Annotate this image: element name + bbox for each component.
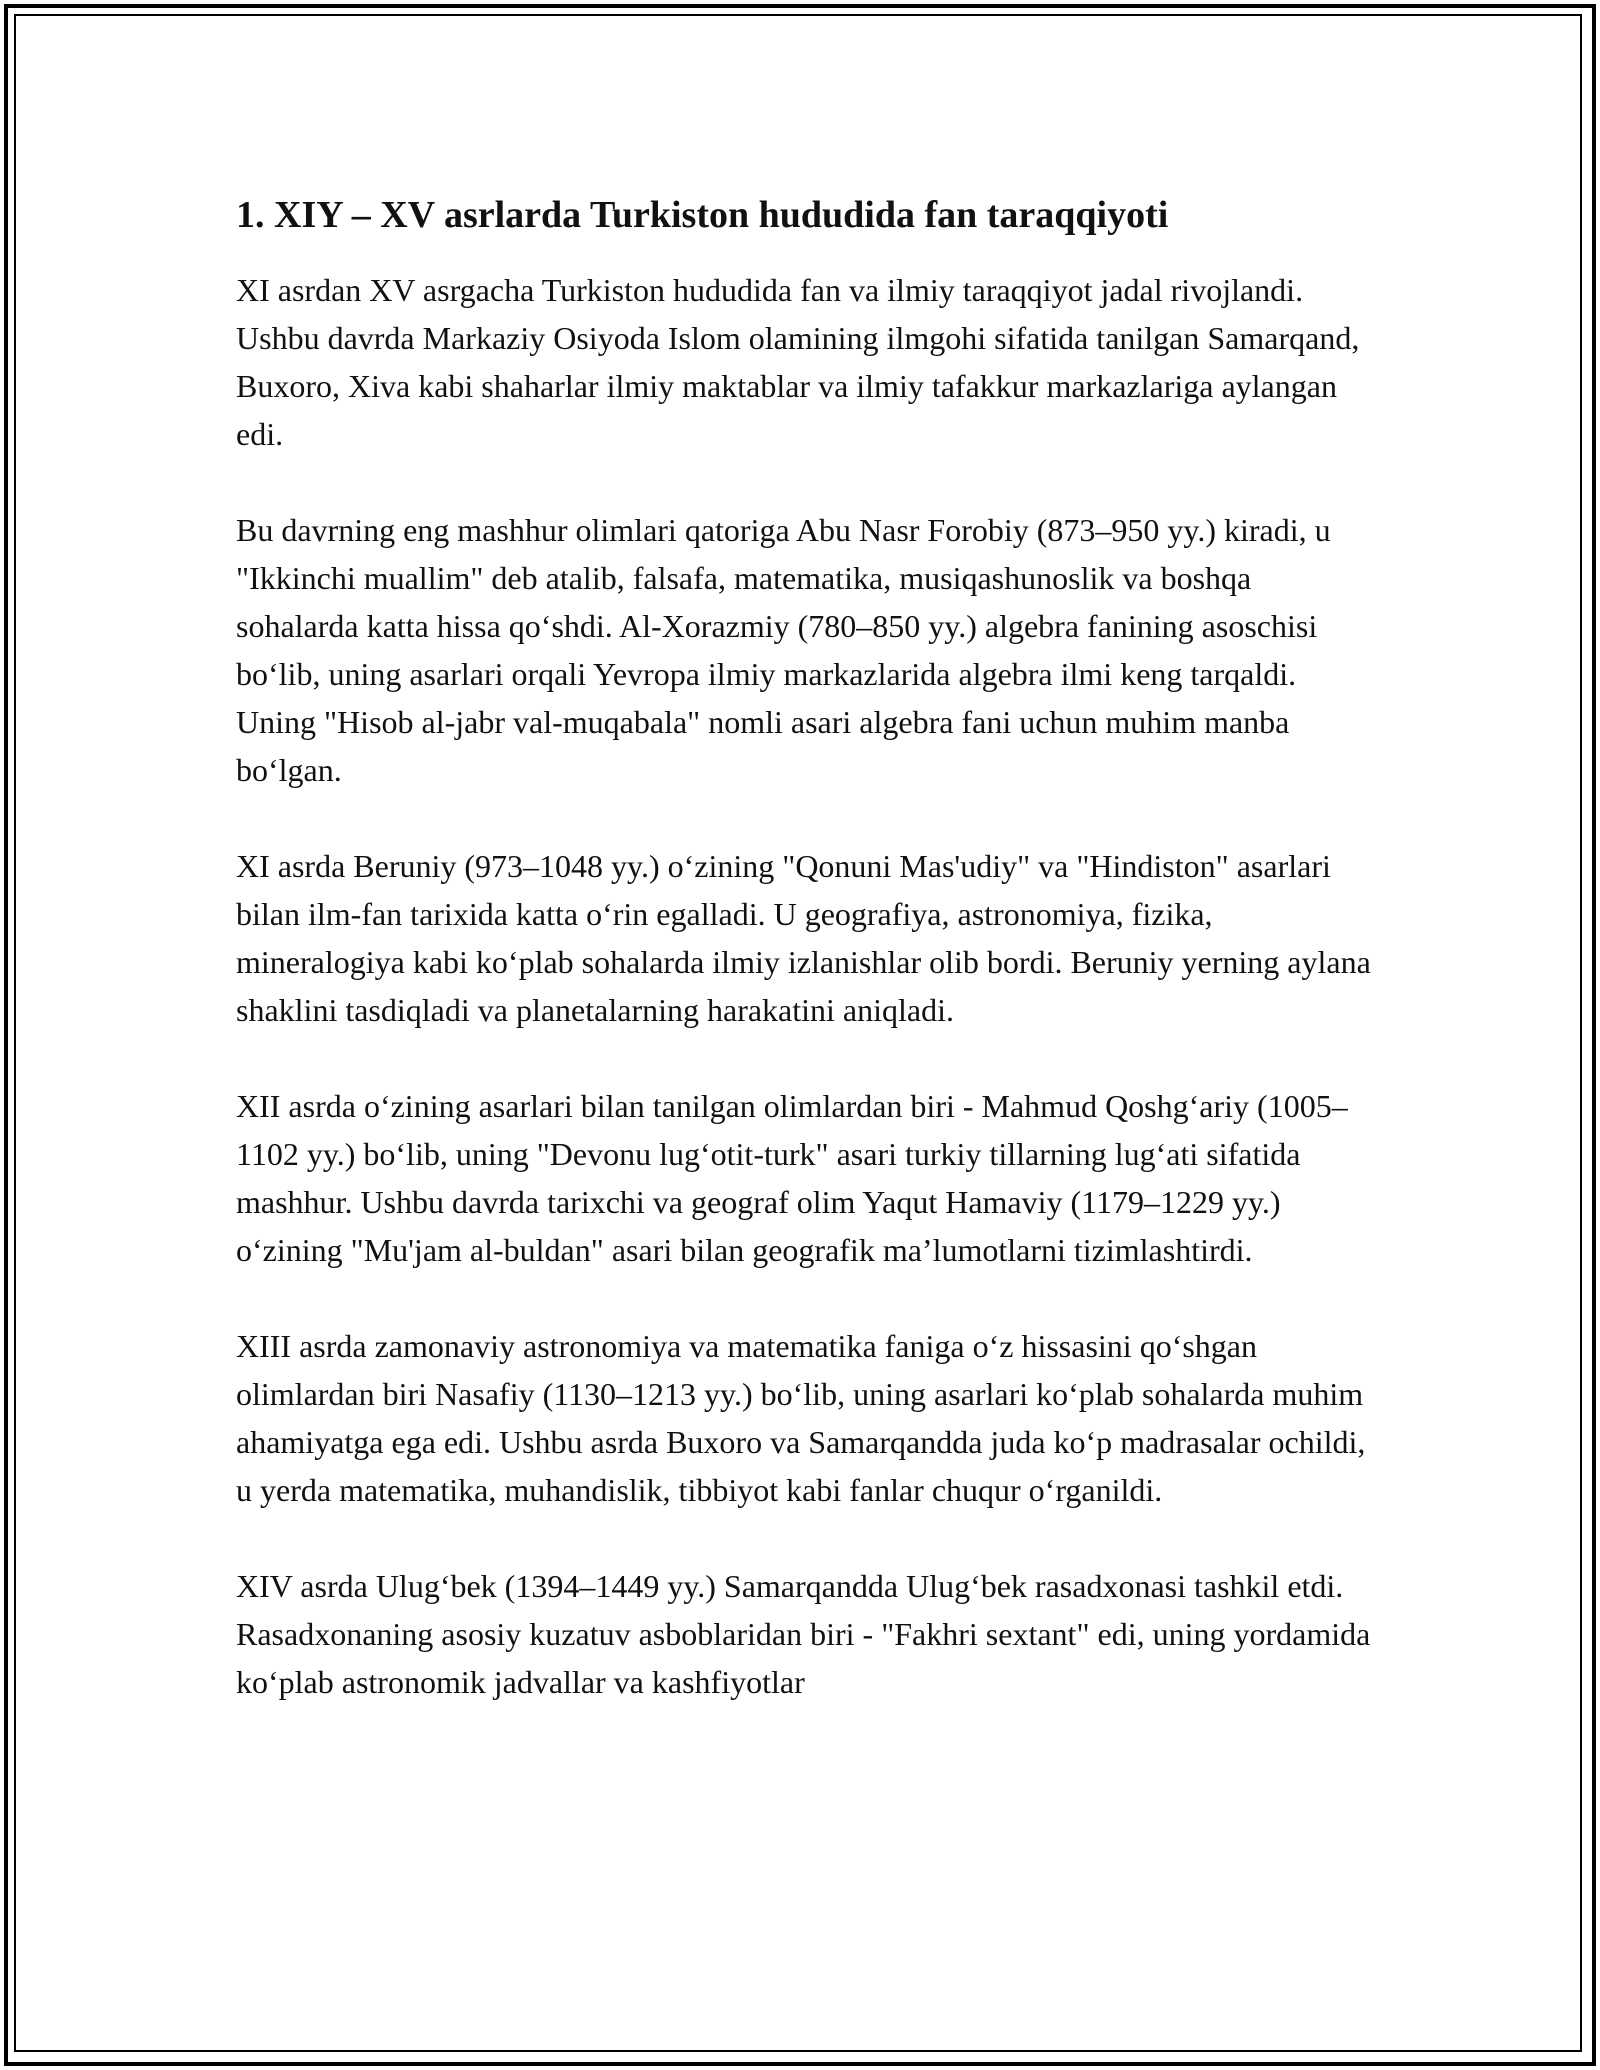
paragraph-qoshgariy: XII asrda oʻzining asarlari bilan tanilgan olimlardan biri - Mahmud Qoshgʻariy (1005–1102 yy.) boʻlib, uning "Devonu lugʻotit-turk" asari turkiy tillarning lugʻati sifatida mashhur. Ushbu davrda tarixchi va geograf olim Yaqut Hamaviy (1179–1229 yy.) oʻzining "Mu'jam al-buldan" asari bilan geografik maʼlumotlarni tizimlashtirdi. xyxy=(236,1088,1348,1268)
paragraph-ulugbek: XIV asrda Ulugʻbek (1394–1449 yy.) Samarqandda Ulugʻbek rasadxonasi tashkil etdi. Rasadxonaning asosiy kuzatuv asboblaridan biri - "Fakhri sextant" edi, uning yordamida koʻplab astronomik jadvallar va kashfiyotlar xyxy=(236,1568,1371,1700)
document-body xyxy=(236,190,1378,1706)
paragraph-forobiy-xorazmiy: Bu davrning eng mashhur olimlari qatoriga Abu Nasr Forobiy (873–950 yy.) kiradi, u "Ikkinchi muallim" deb atalib, falsafa, matematika, musiqashunoslik va boshqa sohalarda katta hissa qoʻshdi. Al-Xorazmiy (780–850 yy.) algebra fanining asoschisi boʻlib, uning asarlari orqali Yevropa ilmiy markazlarida algebra ilmi keng tarqaldi. Uning "Hisob al-jabr val-muqabala" nomli asari algebra fani uchun muhim manba boʻlgan. xyxy=(236,512,1331,788)
paragraph-nasafiy: XIII asrda zamonaviy astronomiya va matematika faniga oʻz hissasini qoʻshgan olimlardan biri Nasafiy (1130–1213 yy.) boʻlib, uning asarlari koʻplab sohalarda muhim ahamiyatga ega edi. Ushbu asrda Buxoro va Samarqandda juda koʻp madrasalar ochildi, u yerda matematika, muhandislik, tibbiyot kabi fanlar chuqur oʻrganildi. xyxy=(236,1328,1366,1508)
section-heading: 1. XIY – XV asrlarda Turkiston hududida fan taraqqiyoti xyxy=(236,194,1169,236)
paragraph-beruniy: XI asrda Beruniy (973–1048 yy.) oʻzining "Qonuni Mas'udiy" va "Hindiston" asarlari bilan ilm-fan tarixida katta oʻrin egalladi. U geografiya, astronomiya, fizika, mineralogiya kabi koʻplab sohalarda ilmiy izlanishlar olib bordi. Beruniy yerning aylana shaklini tasdiqladi va planetalarning harakatini aniqladi. xyxy=(236,848,1371,1028)
paragraph-intro: XI asrdan XV asrgacha Turkiston hududida fan va ilmiy taraqqiyot jadal rivojlandi. Ushbu davrda Markaziy Osiyoda Islom olamining ilmgohi sifatida tanilgan Samarqand, Buxoro, Xiva kabi shaharlar ilmiy maktablar va ilmiy tafakkur markazlariga aylangan edi. xyxy=(236,272,1360,452)
